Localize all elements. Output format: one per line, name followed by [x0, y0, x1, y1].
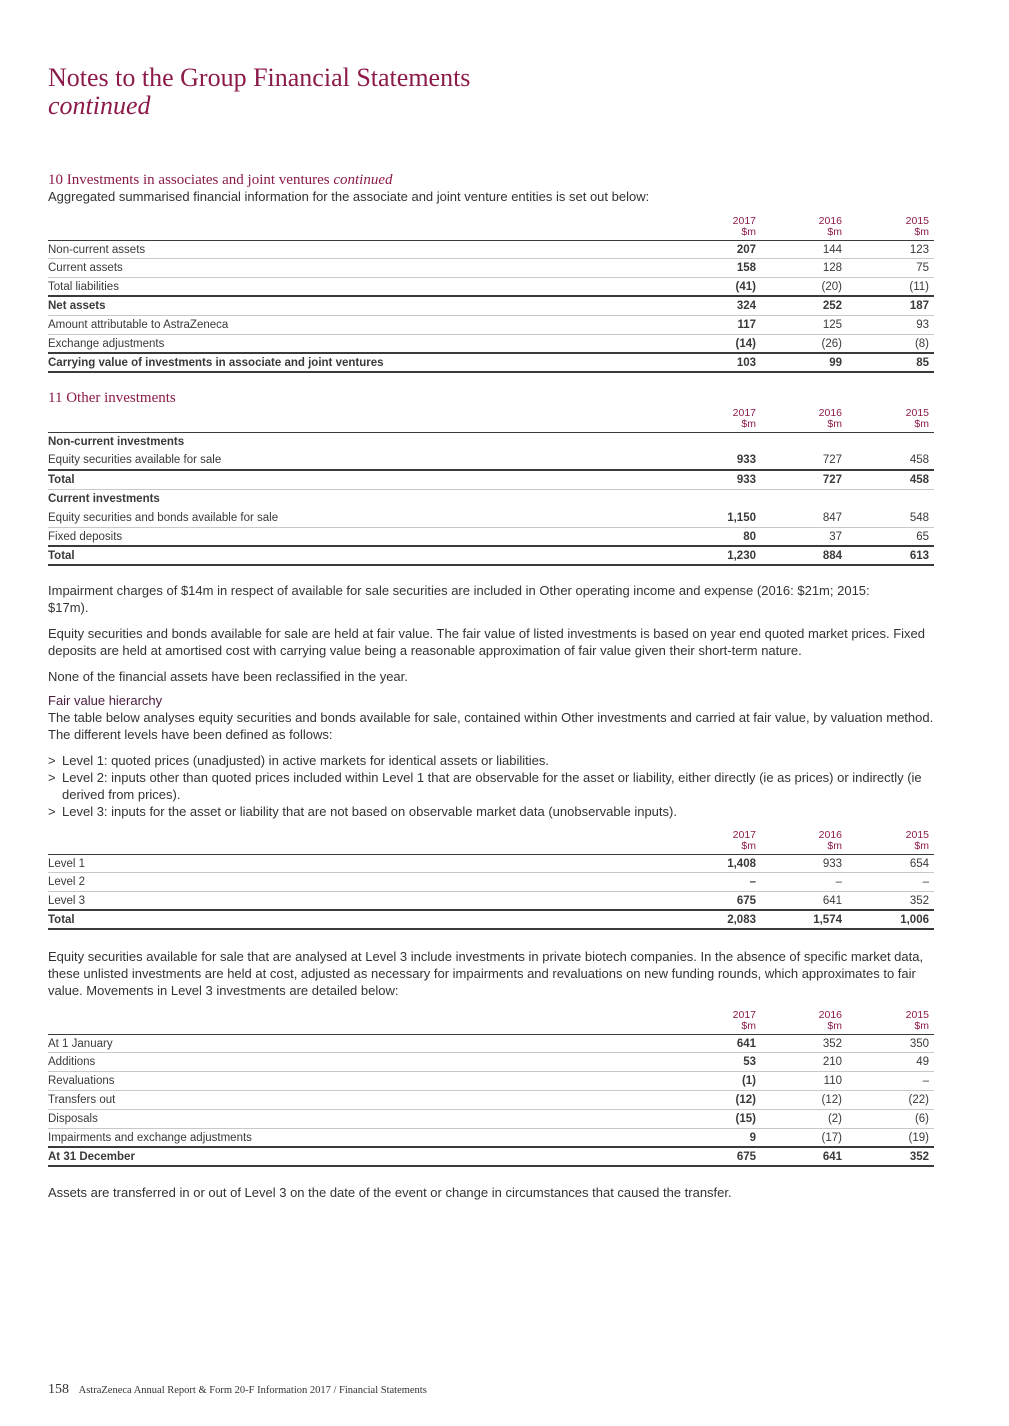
table-row: Level 3 675 641 352	[48, 892, 934, 911]
section-10-intro: Aggregated summarised financial information for the associate and joint venture entities is set out below:	[48, 189, 650, 204]
col-2016: 2016 $m	[818, 829, 842, 852]
page-title: Notes to the Group Financial Statements	[48, 63, 471, 92]
transfer-paragraph: Assets are transferred in or out of Level 3 on the date of the event or change in circumstances that caused the transfer.	[48, 1185, 732, 1200]
section-11-heading: 11 Other investments	[48, 390, 176, 406]
table-row: Equity securities and bonds available for sale 1,150 847 548	[48, 509, 934, 528]
col-2017: 2017 $m	[732, 829, 756, 852]
impairment-paragraph: Impairment charges of $14m in respect of available for sale securities are included in Other operating income and expense (2016: $21m; 2015: $17m).	[48, 583, 870, 615]
table-row: Level 2 – – –	[48, 873, 934, 892]
col-2017: 2017 $m	[732, 1009, 756, 1032]
bullet-level-2: > Level 2: inputs other than quoted prices included within Level 1 that are observable for the asset or liability, either directly (ie as prices) or indirectly (ie derived from prices).	[48, 770, 922, 802]
col-2015: 2015 $m	[905, 1009, 929, 1032]
associates-table	[48, 216, 934, 373]
table-row: Equity securities available for sale 933 727 458	[48, 451, 934, 471]
table-row: Impairments and exchange adjustments 9 (17) (19)	[48, 1129, 934, 1148]
col-2017: 2017 $m	[732, 215, 756, 238]
bullet-level-3: > Level 3: inputs for the asset or liability that are not based on observable market data (unobservable inputs).	[48, 804, 677, 819]
table-row: Transfers out (12) (12) (22)	[48, 1091, 934, 1110]
col-2016: 2016 $m	[818, 1009, 842, 1032]
col-2016: 2016 $m	[818, 215, 842, 238]
col-2017: 2017 $m	[732, 407, 756, 430]
level-3-movements-table	[48, 1010, 934, 1167]
fair-value-paragraph: Equity securities and bonds available for sale are held at fair value. The fair value of listed investments is based on year end quoted market prices. Fixed deposits are held at amortised cost with carrying value being a reasonable approximation of fair value given their short-term nature.	[48, 626, 926, 658]
reclassified-paragraph: None of the financial assets have been reclassified in the year.	[48, 669, 408, 684]
fair-value-intro: The table below analyses equity securities and bonds available for sale, contained within Other investments and carried at fair value, by valuation method. The different levels have been defined as follows:	[48, 710, 934, 742]
table-row: At 1 January 641 352 350	[48, 1034, 934, 1053]
table-row: Total liabilities (41) (20) (11)	[48, 278, 934, 297]
other-investments-table	[48, 408, 934, 566]
table-row: Revaluations (1) 110 –	[48, 1072, 934, 1091]
col-2016: 2016 $m	[818, 407, 842, 430]
section-10-heading	[48, 171, 393, 189]
table-row: Total 2,083 1,574 1,006	[48, 911, 934, 930]
col-2015: 2015 $m	[905, 829, 929, 852]
current-investments-label: Current investments	[48, 493, 160, 505]
noncurrent-investments-label: Non-current investments	[48, 432, 934, 451]
table-column-headers	[48, 830, 934, 854]
table-row: Non-current assets 207 144 123	[48, 240, 934, 259]
section-10-heading-continued: continued	[333, 172, 393, 188]
level-3-paragraph: Equity securities available for sale that are analysed at Level 3 include investments in private biotech companies. In the absence of specific market data, these unlisted investments are held at cost, adjusted as necessary for impairments and revaluations on new funding rounds, which approximates to fair value. Movements in Level 3 investments are detailed below:	[48, 949, 924, 998]
table-row: Current assets 158 128 75	[48, 259, 934, 278]
table-row: At 31 December 675 641 352	[48, 1148, 934, 1167]
table-column-headers	[48, 216, 934, 240]
table-row: Disposals (15) (2) (6)	[48, 1110, 934, 1129]
table-row: Amount attributable to AstraZeneca 117 125 93	[48, 316, 934, 335]
table-row: Exchange adjustments (14) (26) (8)	[48, 335, 934, 354]
table-column-headers	[48, 408, 934, 432]
table-row: Additions 53 210 49	[48, 1053, 934, 1072]
table-row: Carrying value of investments in associate and joint ventures 103 99 85	[48, 354, 934, 373]
page-title-continued: continued	[48, 91, 151, 120]
bullet-level-1: > Level 1: quoted prices (unadjusted) in active markets for identical assets or liabilities.	[48, 753, 550, 768]
col-2015: 2015 $m	[905, 407, 929, 430]
table-row: Total 1,230 884 613	[48, 547, 934, 566]
section-10-heading-text: 10 Investments in associates and joint ventures	[48, 172, 330, 188]
fair-value-heading: Fair value hierarchy	[48, 693, 163, 708]
fair-value-table	[48, 830, 934, 930]
table-row: Total 933 727 458	[48, 471, 934, 490]
table-row: Level 1 1,408 933 654	[48, 854, 934, 873]
table-row: Fixed deposits 80 37 65	[48, 528, 934, 547]
table-row: Net assets 324 252 187	[48, 297, 934, 316]
page-number: 158	[48, 1382, 69, 1397]
page-footer	[48, 1381, 427, 1398]
col-2015: 2015 $m	[905, 215, 929, 238]
table-column-headers	[48, 1010, 934, 1034]
footer-text: AstraZeneca Annual Report & Form 20-F Information 2017 / Financial Statements	[78, 1385, 427, 1396]
